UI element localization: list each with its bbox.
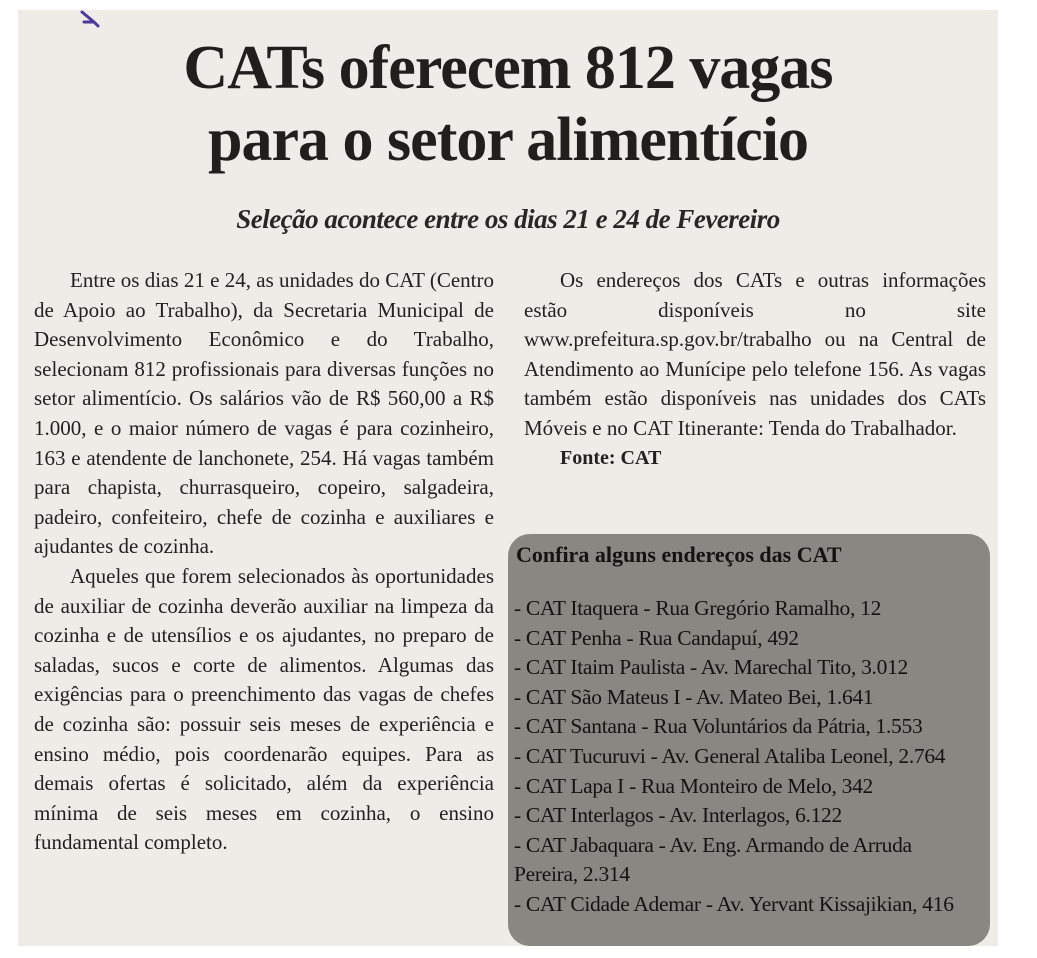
address-item: - CAT Lapa I - Rua Monteiro de Melo, 342 [514, 773, 874, 798]
paragraph-1: Entre os dias 21 e 24, as unidades do CAT (Centro de Apoio ao Trabalho), da Secretaria Municipal de Desenvolvimento Econômico e do Trabalho, selecionam 812 profissionais para diversas funções no setor alimentício. Os salários vão de R$ 560,00 a R$ 1.000, e o maior número de vagas é para cozinheiro, 163 e atendente de lanchonete, 254. Há vagas também para chapista, churrasqueiro, copeiro, salgadeira, padeiro, confeiteiro, chefe de cozinha e auxiliares e ajudantes de cozinha. [34, 268, 494, 559]
pen-mark-icon [80, 10, 104, 28]
address-item: - CAT Cidade Ademar - Av. Yervant Kissajikian, 416 [514, 891, 954, 916]
address-item: - CAT Tucuruvi - Av. General Ataliba Leonel, 2.764 [514, 743, 946, 768]
newspaper-clipping [18, 10, 998, 946]
paragraph-2: Aqueles que forem selecionados às oportunidades de auxiliar de cozinha deverão auxiliar na limpeza da cozinha e de utensílios e os ajudantes, no preparo de saladas, sucos e corte de alimentos. Algumas das exigências para o preenchimento das vagas de chefes de cozinha são: possuir seis meses de experiência e ensino médio, pois coordenarão equipes. Para as demais ofertas é solicitado, além da experiência mínima de seis meses em cozinha, o ensino fundamental completo. [34, 563, 494, 855]
left-column [34, 266, 494, 858]
headline-line-1: CATs oferecem 812 vagas [183, 34, 833, 102]
subtitle: Seleção acontece entre os dias 21 e 24 de Fevereiro [236, 204, 780, 234]
address-item: - CAT Penha - Rua Candapuí, 492 [514, 625, 799, 650]
address-item: - CAT Santana - Rua Voluntários da Pátria, 1.553 [514, 714, 923, 739]
address-item: - CAT Interlagos - Av. Interlagos, 6.122 [514, 803, 842, 828]
paragraph-3: Os endereços dos CATs e outras informações estão disponíveis no site www.prefeitura.sp.gov.br/trabalho ou na Central de Atendimento ao Munícipe pelo telefone 156. As vagas também estão disponíveis nas unidades dos CATs Móveis e no CAT Itinerante: Tenda do Trabalhador. [524, 268, 986, 440]
address-item: - CAT São Mateus I - Av. Mateo Bei, 1.641 [514, 684, 874, 709]
address-item: - CAT Jabaquara - Av. Eng. Armando de Arruda Pereira, 2.314 [514, 832, 912, 887]
right-column [524, 266, 986, 473]
headline [18, 32, 998, 176]
address-item: - CAT Itaim Paulista - Av. Marechal Tito, 3.012 [514, 655, 908, 680]
addresses-list [514, 594, 980, 920]
address-item: - CAT Itaquera - Rua Gregório Ramalho, 12 [514, 596, 882, 620]
headline-line-2: para o setor alimentício [208, 106, 808, 174]
addresses-box [508, 534, 990, 946]
addresses-box-title: Confira alguns endereços das CAT [516, 542, 842, 567]
source-credit: Fonte: CAT [560, 446, 662, 469]
